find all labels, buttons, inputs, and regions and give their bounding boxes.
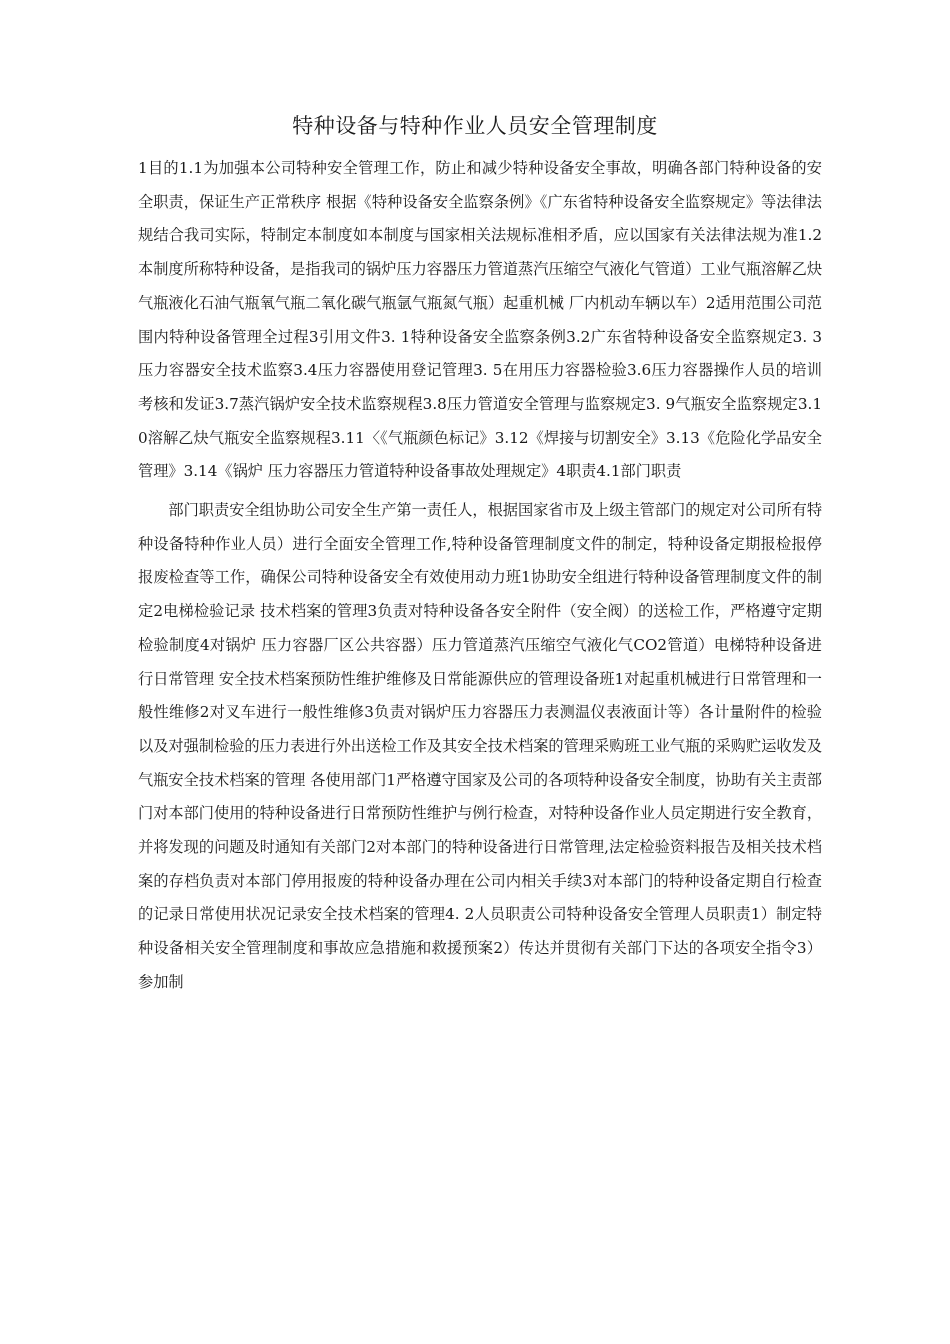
document-title: 特种设备与特种作业人员安全管理制度 bbox=[292, 114, 658, 138]
paragraph-purpose-scope: 1目的1.1为加强本公司特种安全管理工作，防止和减少特种设备安全事故，明确各部门特种设备的安全职责，保证生产正常秩序 根据《特种设备安全监察条例》《广东省特种设备安全监察规定》等法律法规结合我司实际，特制定本制度如本制度与国家相关法规标准相矛盾，应以国家有关法律法规为准1.2本制度所称特种设备，是指我司的锅炉压力容器压力管道蒸汽压缩空气液化气管道）工业气瓶溶解乙炔气瓶液化石油气瓶氧气瓶二氧化碳气瓶氩气瓶氮气瓶）起重机械 厂内机动车辆以车）2适用范围公司范围内特种设备管理全过程3引用文件3. 1特种设备安全监察条例3.2广东省特种设备安全监察规定3. 3压力容器安全技术监察3.4压力容器使用登记管理3. 5在用压力容器检验3.6压力容器操作人员的培训考核和发证3.7蒸汽锅炉安全技术监察规程3.8压力管道安全管理与监察规定3. 9气瓶安全监察规定3.10溶解乙炔气瓶安全监察规程3.11〈《气瓶颜色标记》3.12《焊接与切割安全》3.13《危险化学品安全管理》3.14《锅炉 压力容器压力管道特种设备事故处理规定》4职责4.1部门职责 bbox=[138, 159, 822, 481]
document-body bbox=[138, 152, 822, 1000]
paragraph-department-duties: 部门职责安全组协助公司安全生产第一责任人，根据国家省市及上级主管部门的规定对公司所有特种设备特种作业人员）进行全面安全管理工作,特种设备管理制度文件的制定，特种设备定期报检报停报废检查等工作，确保公司特种设备安全有效使用动力班1协助安全组进行特种设备管理制度文件的制定2电梯检验记录 技术档案的管理3负责对特种设备各安全附件（安全阀）的送检工作，严格遵守定期检验制度4对锅炉 压力容器厂区公共容器）压力管道蒸汽压缩空气液化气CO2管道）电梯特种设备进行日常管理 安全技术档案预防性维护维修及日常能源供应的管理设备班1对起重机械进行日常管理和一般性维修2对叉车进行一般性维修3负责对锅炉压力容器压力表测温仪表液面计等）各计量附件的检验以及对强制检验的压力表进行外出送检工作及其安全技术档案的管理采购班工业气瓶的采购贮运收发及气瓶安全技术档案的管理 各使用部门1严格遵守国家及公司的各项特种设备安全制度，协助有关主责部门对本部门使用的特种设备进行日常预防性维护与例行检查，对特种设备作业人员定期进行安全教育，并将发现的问题及时通知有关部门2对本部门的特种设备进行日常管理,法定检验资料报告及相关技术档案的存档负责对本部门停用报废的特种设备办理在公司内相关手续3对本部门的特种设备定期自行检查的记录日常使用状况记录安全技术档案的管理4. 2人员职责公司特种设备安全管理人员职责1）制定特种设备相关安全管理制度和事故应急措施和救援预案2）传达并贯彻有关部门下达的各项安全指令3）参加制 bbox=[138, 501, 822, 991]
